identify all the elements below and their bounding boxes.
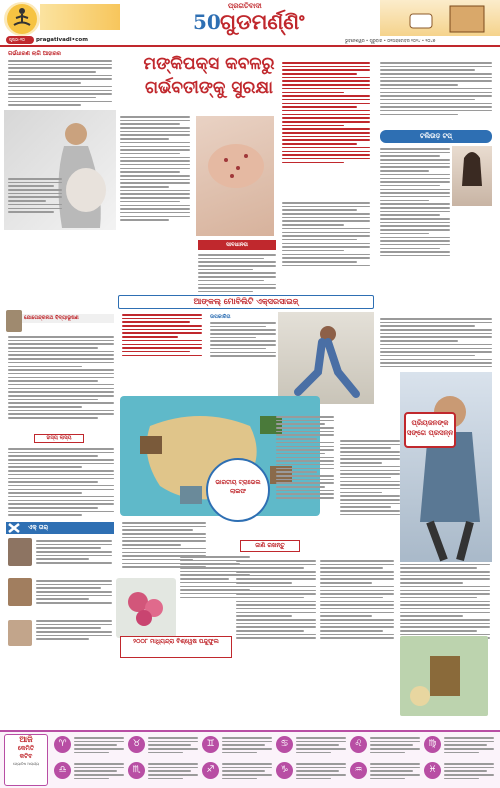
monkeypox-hand-image [196,116,274,236]
coffee-cup-icon [380,0,500,36]
ekta-text-3 [36,620,112,642]
caution-heading: ସାବଧାନତା [226,242,248,248]
ekta-banner [6,522,114,534]
zodiac-reading-text [370,737,420,755]
zodiac-sign-icon: ♈ [54,736,71,753]
bottom-text-col1 [236,560,316,641]
zodiac-sign-icon: ♍ [424,736,441,753]
caution-list [198,254,276,295]
jokes-text [8,448,114,518]
yoga-logo [4,2,40,36]
workout-intro-text [122,314,202,358]
zodiac-sign-icon: ♓ [424,762,441,779]
actress-image [452,146,492,206]
bottom-text-col3 [400,560,490,641]
zodiac-reading-text [74,737,124,755]
dateline: ଭୁବନେଶ୍ୱର • ଗୁରୁବାର • ୦୧ଅକ୍ଟୋବର ୨୦୨୪ • ୨୦୪୭ [345,38,436,43]
rose-photo [116,578,176,638]
celebrity-photo-3 [8,620,32,646]
zodiac-sign-icon: ♐ [202,762,219,779]
yoga-heading: ଯୋଗେନ୍ଦ୍ରନାଥ ବିଦ୍ୟାଭୂଷଣ [24,315,79,321]
horoscope-title-3: କଟିବ [19,753,33,760]
travel-heading: ଭାରତୀୟ ଟ୍ରାଭେଲ ଲାଇଫ [215,479,261,495]
zodiac-sign-icon: ♏ [128,762,145,779]
sanga-heading: ପ୍ରିୟଜନଙ୍କ ସଙ୍ଗେ ପ୍ରସନ୍ନ [406,419,454,437]
tollywood-text [380,148,450,259]
zodiac-reading-text [444,763,494,781]
anniversary-badge: 50 [193,10,221,34]
zodiac-sign-icon: ♑ [276,762,293,779]
jokes-heading: ହାସ୍ୟ ଲାସ୍ୟ [46,435,72,441]
scholar-portrait [6,310,22,332]
zodiac-reading-text [296,737,346,755]
bottom-heading: ଜାଣି ରଖନ୍ତୁ [255,542,285,549]
rose-image [116,578,176,638]
headline-line-1: ମଙ୍କିପକ୍ସ କବଳରୁ [143,54,275,74]
page-title: ଗୁଡମର୍ଣ୍ଣିଂ [220,10,305,34]
zodiac-sign-icon: ♋ [276,736,293,753]
tollywood-banner [380,130,492,143]
workout-heading: ଆଙ୍କଲ୍ ମୋବିଲିଟି ଏକ୍ସରସାଇଜ୍ [193,297,299,306]
zodiac-sign-icon: ♒ [350,762,367,779]
celebrity-photo-1 [8,538,32,566]
zodiac-reading-text [74,763,124,781]
sunrise-graphic [380,0,500,36]
left-text-block [8,178,62,215]
ekta-text-1 [36,540,112,566]
center-red-text-block [282,62,372,292]
horoscope-title-1: ଆଜି [19,735,33,744]
masthead [0,0,500,46]
horoscope-title-2: କେମିତି [17,745,35,752]
masthead-rule [0,45,500,47]
left-column [4,48,116,730]
workout-header-box [118,295,374,309]
black-text [282,202,370,268]
page-number-pill [6,36,34,44]
actor-photo [400,372,492,562]
benefits-list [210,322,276,359]
actor-text [340,440,400,517]
section-heading: ଗର୍ଭଧାରଣ ଲାଗି ଆହାରର [8,51,61,57]
yoga-heading-bar [18,314,114,323]
ankle-exercise-photo [278,312,374,404]
zodiac-sign-icon: ♉ [128,736,145,753]
website: pragativadi•com [36,37,88,43]
right-top-text [380,62,492,117]
yoga-article-text [8,336,114,421]
astrologer-name: ଜ୍ୟୋତିଷ ଆଚାର୍ଯ୍ୟ [13,762,39,766]
zodiac-reading-text [148,737,198,755]
cow-photo [400,636,488,716]
yoga-banner [40,4,120,30]
bottom-text-col2 [320,560,394,641]
farm-image [400,636,488,716]
bottom-heading-box [240,540,300,552]
zodiac-reading-text [370,763,420,781]
jokes-heading-box [34,434,84,443]
benefits-heading: ଉପକାରିତା [210,314,231,320]
red-text [282,62,370,165]
zodiac-reading-text [222,763,272,781]
actor-image [400,372,492,562]
zodiac-reading-text [148,763,198,781]
ekta-heading: ଏକ୍ ତାର୍ [28,524,49,531]
zodiac-reading-text [296,763,346,781]
horoscope-title-box [4,734,48,786]
intro-text [8,60,112,108]
zodiac-sign-icon: ♌ [350,736,367,753]
rose-caption-box [120,636,232,658]
horoscope-strip [0,730,500,788]
publisher-name: ପ୍ରଗତିବାଦୀ [228,2,262,10]
ekta-text-2 [36,580,112,606]
travel-text-2 [276,416,334,501]
sanga-heading-box [404,412,456,448]
zodiac-reading-text [444,737,494,755]
main-headline [118,52,300,116]
rose-caption: ୨୦୦୮ ମାଧ୍ୟିନ୍ଦ୍ରା ବିଶ୍ୱେଷ ପନ୍ଦୁଫୁଲ [133,638,219,645]
exercise-woman-image [278,312,374,404]
caution-heading-bar [198,240,276,250]
zodiac-sign-icon: ♊ [202,736,219,753]
actress-photo [452,146,492,206]
zodiac-sign-icon: ♎ [54,762,71,779]
page-number: ପୃଷ୍ଠା-୧୦ [9,37,25,42]
monkeypox-text-left [120,116,190,223]
right-mid-text [380,318,492,370]
celebrity-photo-2 [8,578,32,606]
travel-circle-badge [206,458,270,522]
rash-hand-photo [196,116,274,236]
tollywood-heading: ଟଲିଉଡ଼ ଟପ୍ [419,132,453,140]
meditation-icon [4,2,40,36]
zodiac-reading-text [222,737,272,755]
cross-icon [6,522,26,534]
headline-line-2: ଗର୍ଭବତୀଙ୍କୁ ସୁରକ୍ଷା [145,78,273,98]
